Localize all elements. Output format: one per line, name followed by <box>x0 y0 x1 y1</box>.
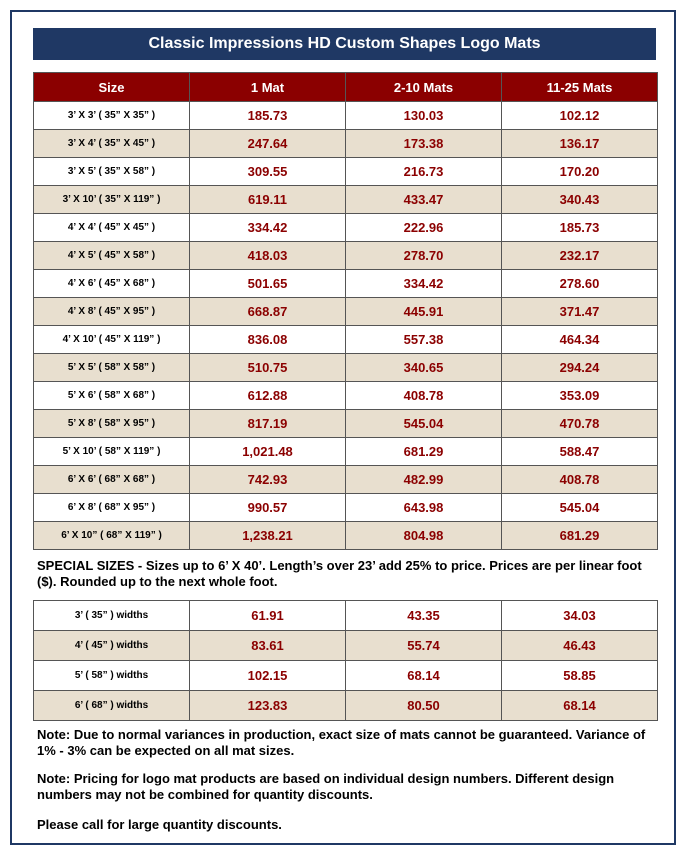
size-cell: 6’ X 8’ ( 68” X 95” ) <box>34 494 190 522</box>
price-cell: 990.57 <box>190 494 346 522</box>
price-cell: 668.87 <box>190 298 346 326</box>
table-row <box>34 410 658 438</box>
price-cell: 46.43 <box>502 631 658 661</box>
price-cell: 68.14 <box>346 661 502 691</box>
table-row <box>34 158 658 186</box>
price-cell: 340.65 <box>346 354 502 382</box>
size-cell: 4’ ( 45” ) widths <box>34 631 190 661</box>
special-widths-table <box>33 600 658 721</box>
price-cell: 418.03 <box>190 242 346 270</box>
size-cell: 4’ X 5’ ( 45” X 58” ) <box>34 242 190 270</box>
price-cell: 643.98 <box>346 494 502 522</box>
price-cell: 130.03 <box>346 102 502 130</box>
pricing-note: Note: Pricing for logo mat products are based on individual design numbers. Different design numbers may not be combined for quantity discounts. <box>37 771 615 802</box>
price-cell: 68.14 <box>502 691 658 721</box>
column-header-2-10-mats: 2-10 Mats <box>346 73 502 102</box>
table-row <box>34 494 658 522</box>
price-cell: 482.99 <box>346 466 502 494</box>
price-cell: 681.29 <box>346 438 502 466</box>
price-cell: 278.70 <box>346 242 502 270</box>
table-row <box>34 186 658 214</box>
price-cell: 408.78 <box>346 382 502 410</box>
price-cell: 123.83 <box>190 691 346 721</box>
price-cell: 55.74 <box>346 631 502 661</box>
size-cell: 3’ ( 35” ) widths <box>34 601 190 631</box>
column-header-1-mat: 1 Mat <box>190 73 346 102</box>
price-cell: 501.65 <box>190 270 346 298</box>
price-cell: 1,021.48 <box>190 438 346 466</box>
size-cell: 3’ X 4’ ( 35” X 45” ) <box>34 130 190 158</box>
price-cell: 61.91 <box>190 601 346 631</box>
price-cell: 545.04 <box>346 410 502 438</box>
price-cell: 353.09 <box>502 382 658 410</box>
price-cell: 170.20 <box>502 158 658 186</box>
quantity-discount-note: Please call for large quantity discounts. <box>37 817 282 832</box>
size-cell: 3’ X 5’ ( 35” X 58” ) <box>34 158 190 186</box>
size-cell: 3’ X 10’ ( 35” X 119” ) <box>34 186 190 214</box>
price-cell: 247.64 <box>190 130 346 158</box>
price-cell: 102.15 <box>190 661 346 691</box>
table-row <box>34 438 658 466</box>
price-table <box>33 72 658 550</box>
price-cell: 545.04 <box>502 494 658 522</box>
table-row <box>34 298 658 326</box>
table-row <box>34 466 658 494</box>
size-cell: 6’ X 6’ ( 68” X 68” ) <box>34 466 190 494</box>
special-sizes-note: SPECIAL SIZES - Sizes up to 6’ X 40’. Length’s over 23’ add 25% to price. Prices are per linear foot ($). Rounded up to the next whole foot. <box>37 558 642 589</box>
price-cell: 340.43 <box>502 186 658 214</box>
table-row <box>34 242 658 270</box>
price-cell: 612.88 <box>190 382 346 410</box>
price-cell: 470.78 <box>502 410 658 438</box>
price-cell: 185.73 <box>502 214 658 242</box>
price-cell: 433.47 <box>346 186 502 214</box>
price-cell: 222.96 <box>346 214 502 242</box>
size-cell: 4’ X 10’ ( 45” X 119” ) <box>34 326 190 354</box>
size-cell: 5’ X 10’ ( 58” X 119” ) <box>34 438 190 466</box>
price-cell: 817.19 <box>190 410 346 438</box>
table-row <box>34 601 658 631</box>
price-cell: 185.73 <box>190 102 346 130</box>
size-cell: 3’ X 3’ ( 35” X 35” ) <box>34 102 190 130</box>
size-cell: 4’ X 6’ ( 45” X 68” ) <box>34 270 190 298</box>
table-row <box>34 631 658 661</box>
column-header-11-25-mats: 11-25 Mats <box>502 73 658 102</box>
table-row <box>34 522 658 550</box>
price-cell: 510.75 <box>190 354 346 382</box>
price-cell: 408.78 <box>502 466 658 494</box>
price-cell: 588.47 <box>502 438 658 466</box>
price-cell: 294.24 <box>502 354 658 382</box>
price-cell: 445.91 <box>346 298 502 326</box>
table-row <box>34 691 658 721</box>
price-cell: 334.42 <box>190 214 346 242</box>
price-cell: 43.35 <box>346 601 502 631</box>
price-cell: 681.29 <box>502 522 658 550</box>
price-cell: 278.60 <box>502 270 658 298</box>
price-cell: 58.85 <box>502 661 658 691</box>
price-cell: 334.42 <box>346 270 502 298</box>
price-cell: 83.61 <box>190 631 346 661</box>
table-row <box>34 326 658 354</box>
size-cell: 6’ X 10” ( 68” X 119” ) <box>34 522 190 550</box>
size-cell: 5’ ( 58” ) widths <box>34 661 190 691</box>
size-cell: 4’ X 4’ ( 45” X 45” ) <box>34 214 190 242</box>
size-cell: 5’ X 5’ ( 58” X 58” ) <box>34 354 190 382</box>
table-row <box>34 354 658 382</box>
price-cell: 173.38 <box>346 130 502 158</box>
page-title: Classic Impressions HD Custom Shapes Logo Mats <box>33 28 656 60</box>
size-cell: 6’ ( 68” ) widths <box>34 691 190 721</box>
price-cell: 216.73 <box>346 158 502 186</box>
price-cell: 102.12 <box>502 102 658 130</box>
price-cell: 557.38 <box>346 326 502 354</box>
size-cell: 5’ X 8’ ( 58” X 95” ) <box>34 410 190 438</box>
table-row <box>34 214 658 242</box>
price-cell: 309.55 <box>190 158 346 186</box>
table-row <box>34 130 658 158</box>
size-cell: 5’ X 6’ ( 58” X 68” ) <box>34 382 190 410</box>
table-row <box>34 661 658 691</box>
price-cell: 1,238.21 <box>190 522 346 550</box>
table-row <box>34 102 658 130</box>
size-cell: 4’ X 8’ ( 45” X 95” ) <box>34 298 190 326</box>
price-cell: 742.93 <box>190 466 346 494</box>
price-cell: 232.17 <box>502 242 658 270</box>
price-cell: 80.50 <box>346 691 502 721</box>
table-row <box>34 270 658 298</box>
price-cell: 619.11 <box>190 186 346 214</box>
price-cell: 804.98 <box>346 522 502 550</box>
price-cell: 34.03 <box>502 601 658 631</box>
table-row <box>34 382 658 410</box>
variance-note: Note: Due to normal variances in production, exact size of mats cannot be guaranteed. Variance of 1% - 3% can be expected on all mat sizes. <box>37 727 646 758</box>
price-cell: 836.08 <box>190 326 346 354</box>
price-cell: 371.47 <box>502 298 658 326</box>
price-cell: 464.34 <box>502 326 658 354</box>
price-table-header <box>34 73 658 102</box>
column-header-size: Size <box>34 73 190 102</box>
price-cell: 136.17 <box>502 130 658 158</box>
